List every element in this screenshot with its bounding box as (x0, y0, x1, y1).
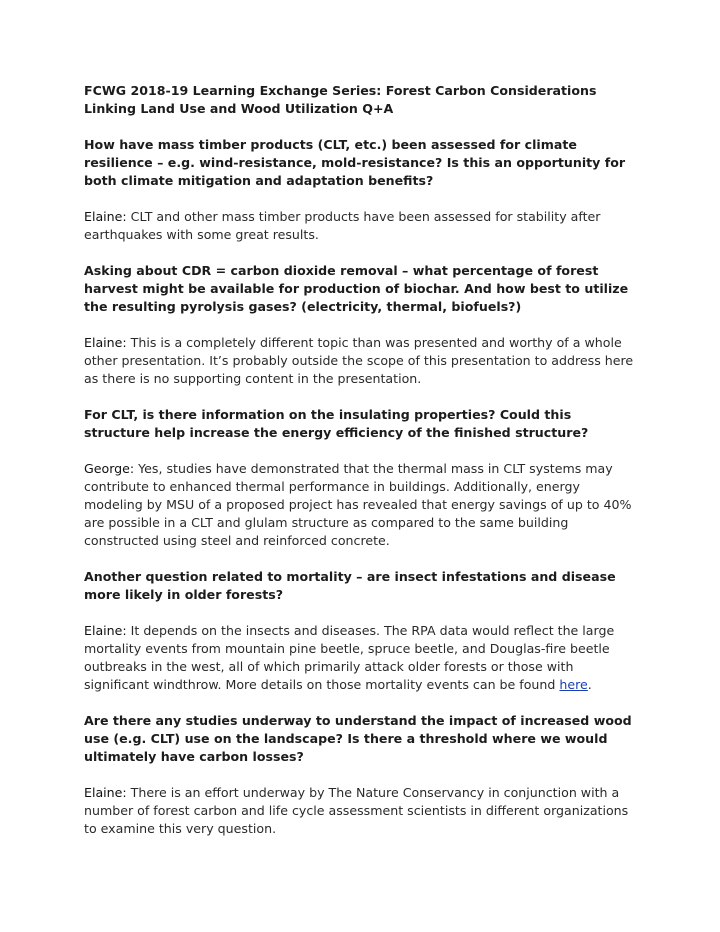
document-title: FCWG 2018-19 Learning Exchange Series: Forest Carbon Considerations Linking Land Use and Wood Utilization Q+A (84, 83, 597, 116)
question-4: Another question related to mortality – are insect infestations and disease more likely in older forests? (84, 569, 616, 602)
answer-3-speaker: George: (84, 461, 135, 476)
answer-5-text: There is an effort underway by The Nature Conservancy in conjunction with a number of forest carbon and life cycle assessment scientists in different organizations to examine this very question. (84, 785, 629, 836)
here-link[interactable]: here (559, 677, 588, 692)
answer-2-text: This is a completely different topic than was presented and worthy of a whole other presentation. It’s probably outside the scope of this presentation to address here as there is no supporting content in the presentation. (84, 335, 634, 386)
answer-5 (84, 784, 640, 838)
answer-1-speaker: Elaine: (84, 209, 127, 224)
question-3: For CLT, is there information on the insulating properties? Could this structure help increase the energy efficiency of the finished structure? (84, 407, 589, 440)
answer-3-text: Yes, studies have demonstrated that the thermal mass in CLT systems may contribute to enhanced thermal performance in buildings. Additionally, energy modeling by MSU of a proposed project has revealed that energy savings of up to 40% are possible in a CLT and glulam structure as compared to the same building constructed using steel and reinforced concrete. (84, 461, 632, 548)
answer-4-text: It depends on the insects and diseases. The RPA data would reflect the large mortality events from mountain pine beetle, spruce beetle, and Douglas-fire beetle outbreaks in the west, all of which primarily attack older forests or those with significant windthrow. More details on those mortality events can be found (84, 623, 615, 692)
answer-3 (84, 460, 640, 550)
answer-4 (84, 622, 640, 694)
answer-2-speaker: Elaine: (84, 335, 127, 350)
answer-1 (84, 208, 640, 244)
answer-1-text: CLT and other mass timber products have been assessed for stability after earthquakes with some great results. (84, 209, 601, 242)
question-1: How have mass timber products (CLT, etc.) been assessed for climate resilience – e.g. wind-resistance, mold-resistance? Is this an opportunity for both climate mitigation and adaptation benefits? (84, 137, 626, 188)
question-2: Asking about CDR = carbon dioxide removal – what percentage of forest harvest might be available for production of biochar. And how best to utilize the resulting pyrolysis gases? (electricity, thermal, biofuels?) (84, 263, 629, 314)
answer-4-end: . (587, 677, 592, 692)
answer-4-speaker: Elaine: (84, 623, 127, 638)
question-5: Are there any studies underway to understand the impact of increased wood use (e.g. CLT) use on the landscape? Is there a threshold where we would ultimately have carbon losses? (84, 713, 632, 764)
answer-5-speaker: Elaine: (84, 785, 127, 800)
answer-2 (84, 334, 640, 388)
